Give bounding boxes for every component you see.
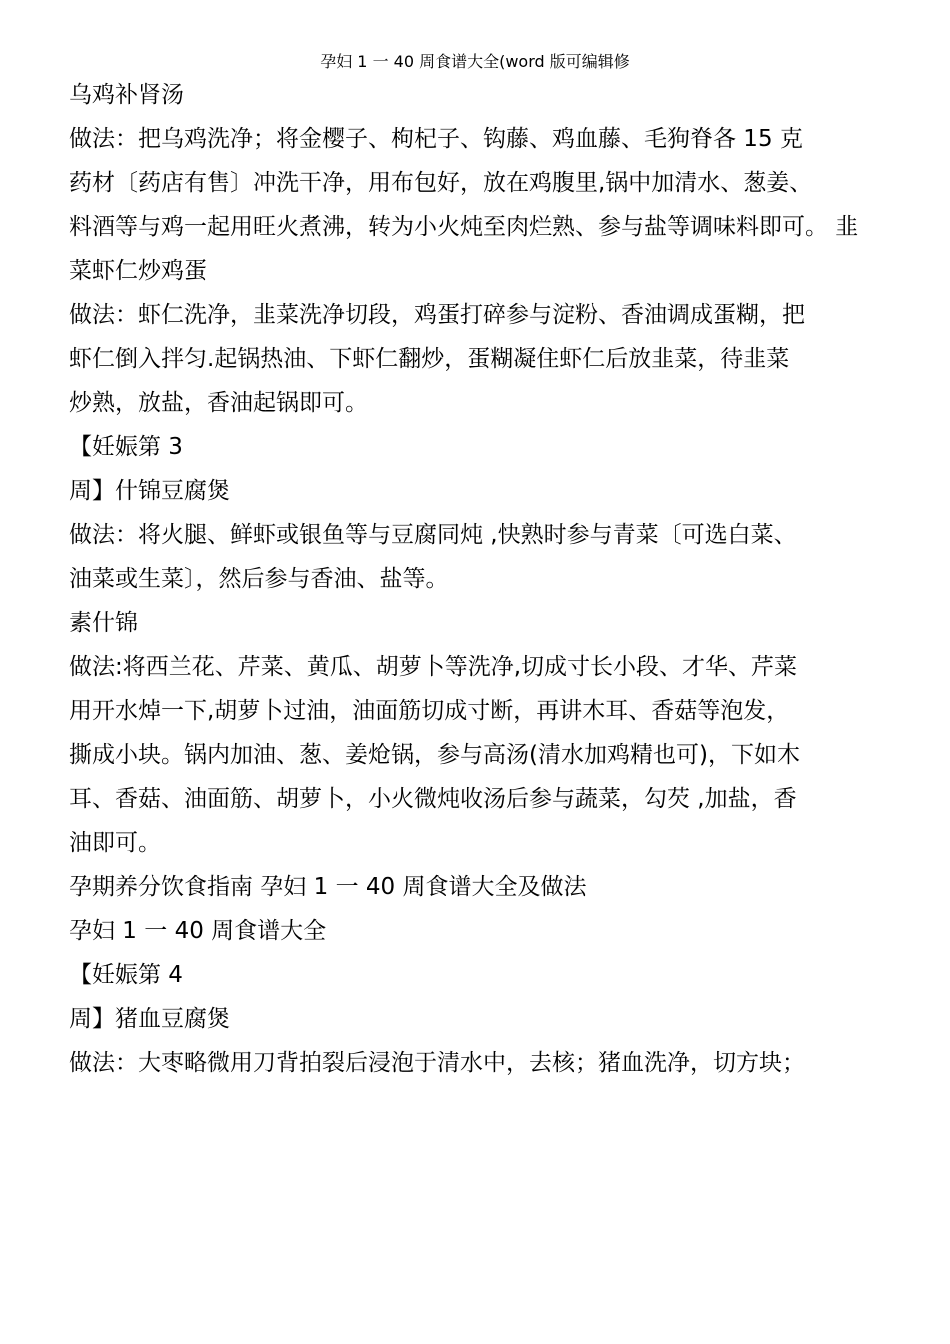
recipe-title-shijin-doufu-bao: 周】什锦豆腐煲 [69, 478, 230, 504]
text-line: 撕成小块。锅内加油、葱、姜炝锅，参与高汤(清水加鸡精也可)，下如木 [69, 742, 800, 768]
section-subtitle: 孕妇 1 一 40 周食谱大全 [69, 918, 327, 944]
text-line: 药材〔药店有售〕冲洗干净，用布包好，放在鸡腹里,锅中加清水、葱姜、 [69, 170, 813, 196]
week-heading: 【妊娠第 4 [69, 962, 183, 988]
text-line: 做法：把乌鸡洗净；将金樱子、枸杞子、钩藤、鸡血藤、毛狗脊各 15 克 [69, 126, 803, 152]
text-line: 做法：虾仁洗净，韭菜洗净切段，鸡蛋打碎参与淀粉、香油调成蛋糊，把 [69, 302, 805, 328]
section-title: 孕期养分饮食指南 孕妇 1 一 40 周食谱大全及做法 [69, 874, 587, 900]
text-line: 炒熟，放盐，香油起锅即可。 [69, 390, 368, 416]
text-line: 油即可。 [69, 830, 161, 856]
page-header: 孕妇 1 一 40 周食谱大全(word 版可编辑修 [320, 52, 630, 71]
recipe-title-wuji-bushen-tang: 乌鸡补肾汤 [69, 82, 184, 108]
text-line: 料酒等与鸡一起用旺火煮沸，转为小火炖至肉烂熟、参与盐等调味料即可。 韭 [69, 214, 859, 240]
recipe-title-zhuxue-doufu-bao: 周】猪血豆腐煲 [69, 1006, 230, 1032]
text-line: 虾仁倒入拌匀.起锅热油、下虾仁翻炒，蛋糊凝住虾仁后放韭菜，待韭菜 [69, 346, 790, 372]
week-heading: 【妊娠第 3 [69, 434, 183, 460]
text-line: 做法：将火腿、鲜虾或银鱼等与豆腐同炖 ,快熟时参与青菜〔可选白菜、 [69, 522, 797, 548]
text-line: 耳、香菇、油面筋、胡萝卜，小火微炖收汤后参与蔬菜，勾芡 ,加盐，香 [69, 786, 797, 812]
text-line: 做法：大枣略微用刀背拍裂后浸泡于清水中，去核；猪血洗净，切方块； [69, 1050, 805, 1076]
text-line: 用开水焯一下,胡萝卜过油，油面筋切成寸断，再讲木耳、香菇等泡发， [69, 698, 790, 724]
text-line: 做法:将西兰花、芹菜、黄瓜、胡萝卜等洗净,切成寸长小段、才华、芹菜 [69, 654, 798, 680]
text-line: 油菜或生菜〕，然后参与香油、盐等。 [69, 566, 449, 592]
recipe-title-su-shijin: 素什锦 [69, 610, 138, 636]
recipe-title-jiucai-xiaren: 菜虾仁炒鸡蛋 [69, 258, 207, 284]
